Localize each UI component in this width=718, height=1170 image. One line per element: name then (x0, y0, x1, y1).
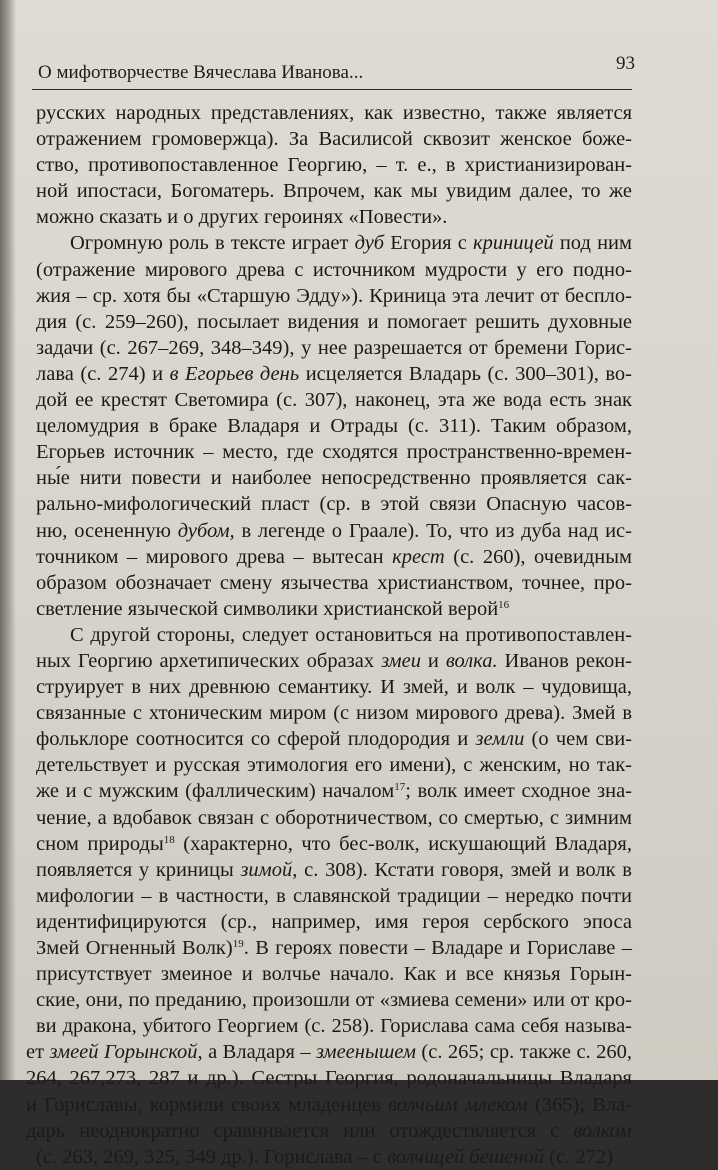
text-line (36, 883, 632, 909)
text-span: ет (26, 1041, 50, 1064)
running-header-title: О мифотворчестве Вячеслава Иванова... (38, 62, 364, 83)
text-span: задачи (с. 267–269, 348–349), у нее разрешается от бремени Горис- (36, 336, 632, 359)
italic-term: змеенышем (316, 1041, 416, 1064)
text-line (36, 257, 632, 283)
italic-term: дубом, (177, 519, 235, 542)
text-span: (365); Вла- (527, 1093, 632, 1116)
text-line (36, 413, 632, 439)
italic-term: дуб (354, 232, 385, 255)
text-span: (характерно, что бес-волк, искушающий Владаря, (174, 832, 632, 855)
italic-term: зимой (240, 858, 293, 881)
text-span: лава (с. 274) и (36, 362, 170, 385)
text-span: мифологии – в частности, в славянской традиции – нередко почти (36, 884, 632, 907)
text-line (36, 622, 632, 648)
page-edge-shadow (0, 0, 16, 1080)
text-span: в легенде о Граале). То, что из дуба над ис- (234, 519, 632, 542)
footnote-marker: 17 (394, 781, 406, 794)
footnote-marker: 18 (163, 833, 175, 846)
text-span: ; волк имеет сходное зна- (405, 780, 632, 803)
text-line (26, 1118, 632, 1144)
text-line (26, 1065, 632, 1091)
text-line (36, 230, 632, 256)
text-span: (о чем сви- (524, 728, 632, 751)
text-span: же и с мужским (фаллическим) началом (36, 780, 395, 803)
italic-term: крест (392, 545, 445, 568)
text-span: (с. 260), очевидным (444, 545, 632, 568)
text-span: (с. 263, 269, 325, 349 др.). Горислава – с (36, 1145, 388, 1168)
text-span: . В героях повести – Владаре и Гориславе – (243, 937, 632, 959)
text-line (26, 1092, 632, 1118)
text-span: , с. 308). Кстати говоря, змей и волк в (292, 858, 632, 881)
italic-term: волчицей бешеной (387, 1145, 545, 1168)
text-line (36, 178, 632, 204)
text-line (36, 335, 632, 361)
text-span: ви дракона, убитого Георгием (с. 258). Горислава сама себя называ- (36, 1015, 632, 1038)
text-span: Иванов рекон- (497, 649, 632, 672)
text-line (36, 570, 632, 596)
text-line (26, 1039, 632, 1065)
italic-term: земли (475, 728, 525, 751)
text-line (36, 726, 632, 752)
text-line (36, 909, 632, 935)
text-line (36, 518, 632, 544)
text-span: исцеляется Владарь (с. 300–301), во- (299, 362, 632, 385)
text-line (36, 309, 632, 335)
text-span: отражением громовержца). За Василисой сквозит женское боже- (36, 128, 632, 151)
text-span: точником – мирового древа – вытесан (36, 545, 393, 568)
text-span: дарь неоднократно сравнивается или отождествляется с (26, 1119, 574, 1142)
text-line (36, 439, 632, 465)
text-line (36, 1144, 632, 1170)
text-span: , а Владаря – (197, 1041, 317, 1064)
footnote-marker: 16 (498, 598, 510, 611)
text-span: появляется у криницы (36, 858, 241, 881)
text-line (36, 100, 632, 126)
text-span: образом обозначает смену язычества христианством, точнее, про- (36, 571, 632, 594)
text-span: жия – ср. хотя бы «Старшую Эдду»). Криница эта лечит от бесплo- (36, 284, 632, 307)
body-text (26, 100, 632, 1170)
text-span: детельствует и русская этимология его имени), с женским, но так- (36, 754, 632, 777)
text-line (36, 752, 632, 778)
italic-term: в Егорьев день (169, 362, 300, 385)
text-span: ны́е нити повести и наиболее непосредственно проявляется сак- (36, 467, 632, 490)
text-span: присутствует змеиное и волчье начало. Как и все князья Горын- (36, 963, 632, 986)
text-span: светление языческой символики христианской верой (36, 597, 499, 620)
text-span: 264, 267,273, 287 и др.). Сестры Георгия, родоначальницы Владаря (26, 1067, 632, 1090)
text-line (36, 831, 632, 857)
text-span: целомудрия в браке Владаря и Отрады (с. 311). Таким образом, (36, 415, 632, 438)
text-line (36, 961, 632, 987)
text-span: можно сказать и о других героинях «Повести». (36, 206, 448, 229)
text-line (36, 857, 632, 883)
text-span: идентифицируются (ср., например, имя героя сербского эпоса (36, 910, 632, 933)
page-number: 93 (616, 53, 635, 74)
text-span: русских народных представлениях, как известно, также является (36, 102, 632, 124)
italic-term: волчьим млеком (388, 1093, 528, 1116)
text-span: Егория с (384, 232, 474, 255)
text-span: фольклоре соотносится со сферой плодородия и (36, 728, 476, 751)
italic-term: волка. (445, 649, 498, 672)
text-span: ские, они, по преданию, произошли от «змиева семени» или от кро- (36, 989, 632, 1012)
text-line (36, 674, 632, 700)
footnote-marker: 19 (232, 938, 244, 950)
text-line (36, 152, 632, 178)
text-line (36, 778, 632, 804)
text-line (36, 935, 632, 961)
header-rule (32, 89, 632, 90)
text-line (36, 987, 632, 1013)
text-line (36, 465, 632, 491)
text-span: дой ее крестят Светомира (с. 307), наконец, эта же вода есть знак (36, 389, 632, 412)
text-span: сном природы (36, 832, 164, 855)
text-line (36, 126, 632, 152)
text-span: (с. 265; ср. также с. 260, (415, 1041, 632, 1064)
text-span: струирует в них древнюю семантику. И змей, и волк – чудовища, (36, 676, 632, 699)
italic-term: волком (573, 1119, 632, 1142)
text-span: чение, а вдобавок связан с оборотничеством, со смертью, с зимним (36, 806, 632, 829)
text-line (36, 1013, 632, 1039)
text-span: Змей Огненный Волк) (36, 937, 233, 959)
text-span: рально-мифологический пласт (ср. в этой связи Опасную часов- (36, 493, 632, 516)
text-line (36, 805, 632, 831)
text-span: и Гориславы, кормили своих младенцев (26, 1093, 389, 1116)
text-span: дия (с. 259–260), посылает видения и помогает решить духовные (36, 310, 632, 333)
text-line (36, 648, 632, 674)
text-span: (с. 272) (544, 1145, 613, 1168)
text-span: Егорьев источник – место, где сходятся пространственно-времен- (36, 441, 632, 464)
text-span: связанные с хтоническим миром (с низом мирового древа). Змей в (36, 702, 632, 725)
text-span: и (420, 649, 446, 672)
text-span: ство, противопоставленное Георгию, – т. е., в христианизирован- (36, 154, 632, 177)
text-span: (отражение мирового древа с источником мудрости у его подно- (36, 258, 632, 281)
text-span: С другой стороны, следует остановиться на противопоставлен- (70, 623, 632, 646)
italic-term: змеи (381, 649, 421, 672)
text-line (36, 204, 632, 230)
text-line (36, 283, 632, 309)
text-line (36, 544, 632, 570)
italic-term: криницей (473, 232, 554, 255)
text-line (36, 700, 632, 726)
text-span: Огромную роль в тексте играет (70, 232, 355, 255)
text-line (36, 491, 632, 517)
text-line (36, 361, 632, 387)
italic-term: змеей Горынской (49, 1041, 198, 1064)
text-span: ной ипостаси, Богоматерь. Впрочем, как мы увидим далее, то же (36, 180, 632, 203)
text-span: ню, осененную (36, 519, 178, 542)
text-line (36, 596, 632, 622)
text-span: ных Георгию архетипических образах (36, 649, 382, 672)
text-span: под ним (553, 232, 632, 255)
text-line (36, 387, 632, 413)
